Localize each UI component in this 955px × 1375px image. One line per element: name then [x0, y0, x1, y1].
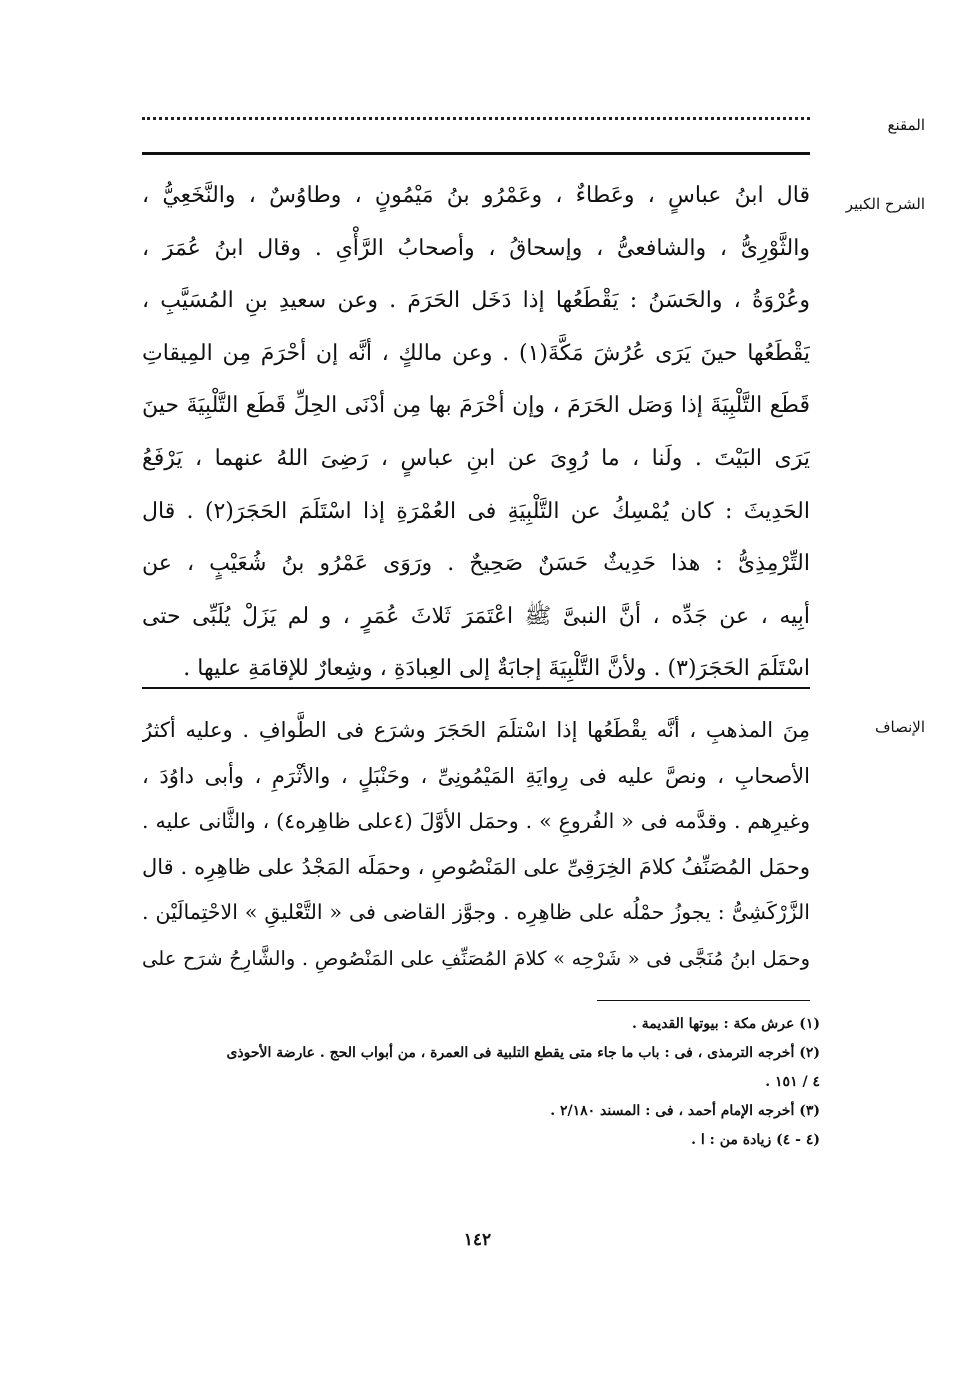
running-head: المقنع: [887, 116, 925, 134]
footnote-rule: [597, 1000, 810, 1001]
text-line: قَطَع التَّلْبِيَةَ إذا وَصَل الحَرَمَ ، وإن أحْرَمَ بها مِن أدْنَى الحِلِّ قَطَع التَّلْبِيَةَ حينَ: [142, 393, 810, 419]
text-line: قال ابنُ عباسٍ ، وعَطاءٌ ، وعَمْرُو بنُ مَيْمُونٍ ، وطاوُسٌ ، والنَّخَعِيُّ ،: [142, 183, 810, 208]
dotted-separator: [142, 117, 810, 120]
text-line: وحمَل المُصَنِّفُ كلامَ الخِرَقِىِّ على المَنْصُوصِ ، وحمَلَه المَجْدُ على ظاهِرِه . قال: [142, 854, 810, 879]
footnote: (١) عرش مكة : بيوتها القديمة .: [631, 1016, 820, 1032]
footnotes: [130, 1010, 820, 1155]
text-line: اسْتَلَمَ الحَجَرَ(٣) . ولأنَّ التَّلْبِيَةَ إجابَةٌ إلى العِبادَةِ ، وشِعارٌ للإقامَةِ عليها .: [183, 656, 810, 682]
footnote: (٣) أخرجه الإمام أحمد ، فى : المسند ٢/١٨٠ .: [550, 1103, 820, 1119]
text-line: والثَّوْرِىُّ ، والشافعىُّ ، وإسحاقُ ، وأصحابُ الرَّأْىِ . وقال ابنُ عُمَرَ ،: [142, 235, 810, 261]
text-line: يَقْطَعُها حينَ يَرَى عُرُشَ مَكَّةَ(١) . وعن مالكٍ ، أنَّه إن أحْرَمَ مِن المِيقاتِ: [142, 340, 810, 366]
text-line: وحمَل ابنُ مُنَجَّى فى « شَرْحِه » كلامَ المُصَنِّفِ على المَنْصُوصِ . والشَّارِحُ شرَح على: [142, 946, 810, 970]
sharh-text: [142, 170, 810, 696]
text-line: الأصحابِ ، ونصَّ عليه فى رِوايَةِ المَيْمُونِىِّ ، وحَنْبَلٍ ، والأثْرَمِ ، وأبى داوُدَ ،: [142, 763, 810, 788]
footnote-continuation: ٤ / ١٥١ .: [765, 1074, 820, 1090]
footnote: (٢) أخرجه الترمذى ، فى : باب ما جاء متى يقطع التلبية فى العمرة ، من أبواب الحج . عارضة الأحوذى: [226, 1045, 820, 1061]
text-line: التِّرْمِذِىُّ : هذا حَدِيثٌ حَسَنٌ صَحِيحٌ . ورَوَى عَمْرُو بنُ شُعَيْبٍ ، عن: [142, 551, 810, 577]
text-line: الزَّرْكَشِىُّ : يجوزُ حمْلُه على ظاهِرِه . وجوَّز القاضى فى « التَّعْليقِ » الاحْتِمالَيْن .: [142, 900, 810, 924]
text-line: يَرَى البَيْتَ . ولَنا ، ما رُوِىَ عن ابنِ عباسٍ ، رَضِىَ اللهُ عنهما ، يَرْفَعُ: [142, 445, 810, 471]
section-divider: [142, 687, 810, 689]
page-number: ١٤٢: [463, 1230, 492, 1250]
text-line: وعُرْوَةُ ، والحَسَنُ : يَقْطَعُها إذا دَخَل الحَرَمَ . وعن سعيدِ بنِ المُسَيَّبِ ،: [142, 288, 810, 314]
text-line: مِنَ المذهبِ ، أنَّه يقْطَعُها إذا اسْتلَمَ الحَجَرَ وشرَع فى الطَّوافِ . وعليه أكثرُ: [142, 718, 810, 742]
insaf-text: [142, 708, 810, 981]
header-rule: [142, 152, 810, 155]
text-line: الحَدِيثَ : كان يُمْسِكُ عن التَّلْبِيَةِ فى العُمْرَةِ إذا اسْتَلَمَ الحَجَرَ(٢) . قال: [142, 498, 810, 524]
text-line: أبِيه ، عن جَدِّه ، أنَّ النبىَّ ﷺ اعْتَمَرَ ثَلاثَ عُمَرٍ ، و لم يَزَلْ يُلَبِّى حتى: [142, 603, 810, 629]
section-label-insaf: الإنصاف: [874, 718, 925, 736]
section-label-sharh: الشرح الكبير: [845, 195, 925, 213]
text-line: وغيرِهم . وقدَّمه فى « الفُروعِ » . وحمَل الأوَّلَ (٤على ظاهِره٤) ، والثَّانى عليه .: [142, 809, 810, 833]
footnote: (٤ - ٤) زيادة من : ا .: [691, 1132, 820, 1148]
